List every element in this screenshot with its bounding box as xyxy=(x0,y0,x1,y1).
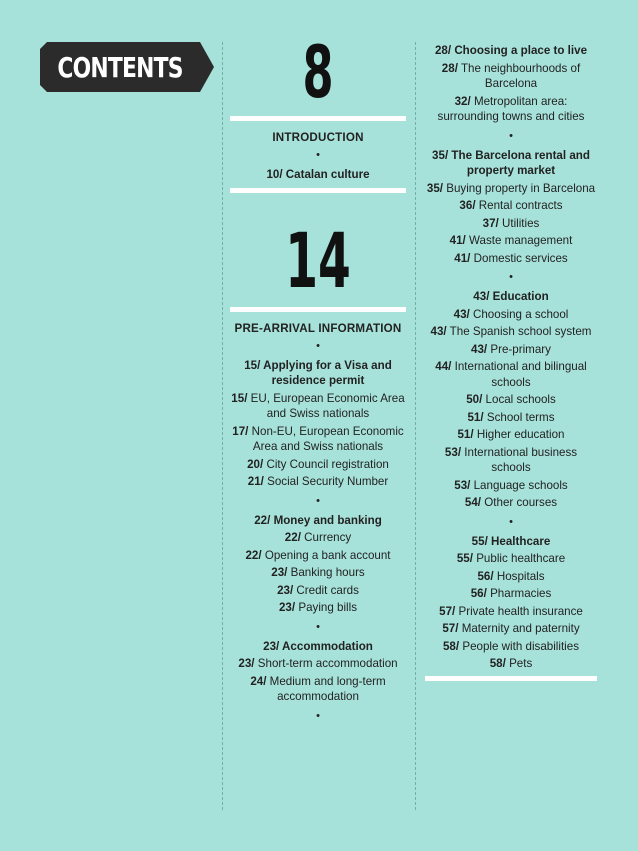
toc-entry-title: Non-EU, European Economic Area and Swiss nationals xyxy=(251,424,404,453)
toc-entry[interactable] xyxy=(230,530,406,546)
toc-section-entry[interactable] xyxy=(425,534,597,550)
toc-entry-title: Hospitals xyxy=(496,569,545,583)
toc-entry[interactable] xyxy=(425,639,597,655)
toc-entry-page: 17/ xyxy=(232,424,249,438)
toc-entry[interactable] xyxy=(230,457,406,473)
toc-entry-title: International business schools xyxy=(464,445,578,474)
contents-tag xyxy=(40,42,214,92)
toc-entry[interactable] xyxy=(425,181,597,197)
toc-entry-page: 15/ xyxy=(244,358,261,372)
toc-entry-title: International and bilingual schools xyxy=(454,360,587,389)
toc-entry[interactable] xyxy=(425,604,597,620)
toc-entry-title: Private health insurance xyxy=(458,604,583,618)
toc-entry[interactable] xyxy=(425,586,597,602)
toc-entry[interactable] xyxy=(230,474,406,490)
toc-entry-title: City Council registration xyxy=(266,457,389,471)
toc-entry[interactable] xyxy=(425,551,597,567)
toc-entry-title: Maternity and paternity xyxy=(461,622,580,635)
toc-entry-title: Choosing a place to live xyxy=(454,44,588,57)
bullet-separator: • xyxy=(316,148,320,161)
toc-entry-page: 57/ xyxy=(439,604,456,618)
toc-entry-page: 43/ xyxy=(471,342,488,356)
toc-entry-title: Language schools xyxy=(473,478,568,492)
toc-entry[interactable] xyxy=(425,445,597,476)
toc-entry-page: 55/ xyxy=(456,552,473,565)
column-divider-right xyxy=(415,42,416,810)
toc-entry[interactable] xyxy=(425,410,597,426)
toc-entry-page: 23/ xyxy=(271,566,288,579)
toc-entry-title: EU, European Economic Area and Swiss nationals xyxy=(250,391,405,420)
toc-entry-title: Healthcare xyxy=(491,534,551,548)
bullet-separator: • xyxy=(509,129,513,142)
toc-entry-title: Education xyxy=(492,290,549,303)
toc-column-middle xyxy=(230,30,406,726)
toc-list-pre-arrival xyxy=(230,358,406,726)
section-rule xyxy=(230,188,406,193)
toc-entry-page: 28/ xyxy=(434,44,452,57)
section-rule xyxy=(425,676,597,681)
toc-entry-page: 55/ xyxy=(471,534,488,548)
section-number-pre-arrival: 14 xyxy=(285,216,351,305)
toc-entry-title: Social Security Number xyxy=(267,475,389,488)
toc-entry[interactable] xyxy=(230,674,406,705)
toc-entry-page: 20/ xyxy=(247,457,264,471)
toc-entry-page: 41/ xyxy=(449,234,466,247)
toc-entry-title: Public healthcare xyxy=(476,552,566,565)
toc-entry[interactable] xyxy=(425,569,597,585)
toc-entry-page: 54/ xyxy=(464,496,482,509)
toc-entry-page: 23/ xyxy=(277,583,294,597)
toc-entry-title: Other courses xyxy=(484,496,558,509)
toc-entry-title: Pets xyxy=(509,657,533,670)
toc-entry-title: Metropolitan area: surrounding towns and cities xyxy=(437,94,585,123)
toc-entry[interactable] xyxy=(425,198,597,214)
toc-entry-page: 22/ xyxy=(254,513,271,527)
toc-entry-page: 57/ xyxy=(442,622,459,635)
toc-entry-page: 44/ xyxy=(435,360,452,373)
section-rule xyxy=(230,307,406,312)
toc-entry-title: The Spanish school system xyxy=(449,325,592,338)
toc-entry[interactable] xyxy=(425,216,597,232)
toc-entry-title: Higher education xyxy=(476,428,565,441)
section-heading-pre-arrival: PRE-ARRIVAL INFORMATION xyxy=(234,322,402,335)
section-rule xyxy=(230,116,406,121)
toc-entry-title: Opening a bank account xyxy=(264,548,391,562)
toc-entry-title: Waste management xyxy=(469,234,573,247)
toc-entry-title: Rental contracts xyxy=(478,199,563,212)
toc-entry-page: 22/ xyxy=(245,548,262,562)
toc-entry-title: Applying for a Visa and residence permit xyxy=(263,358,392,387)
toc-entry-page: 58/ xyxy=(489,657,506,670)
toc-entry[interactable] xyxy=(230,548,406,564)
toc-entry-page: 21/ xyxy=(247,475,264,488)
toc-entry[interactable] xyxy=(230,600,406,616)
toc-entry[interactable] xyxy=(425,324,597,340)
toc-entry-page: 51/ xyxy=(467,410,484,424)
toc-entry-title: Accommodation xyxy=(282,639,373,653)
toc-entry[interactable] xyxy=(230,583,406,599)
toc-entry[interactable] xyxy=(425,656,597,672)
toc-entry[interactable] xyxy=(425,94,597,125)
toc-entry[interactable] xyxy=(425,495,597,511)
section-heading-intro: INTRODUCTION xyxy=(272,131,364,144)
toc-entry-page: 37/ xyxy=(482,216,499,230)
toc-entry[interactable] xyxy=(425,251,597,267)
toc-entry-page: 43/ xyxy=(453,307,470,321)
toc-entry-page: 41/ xyxy=(454,251,471,265)
section-number-intro: 8 xyxy=(302,30,334,114)
toc-entry-page: 53/ xyxy=(444,445,462,459)
toc-section-entry[interactable] xyxy=(230,513,406,529)
bullet-separator: • xyxy=(316,494,320,507)
toc-entry[interactable] xyxy=(425,342,597,358)
toc-entry[interactable] xyxy=(425,359,597,390)
toc-entry-title: The Barcelona rental and property market xyxy=(451,148,590,177)
toc-entry-page: 22/ xyxy=(284,531,301,544)
toc-list-settling-in xyxy=(425,43,597,672)
bullet-separator: • xyxy=(316,620,320,633)
toc-entry-page: 36/ xyxy=(459,199,476,212)
toc-entry-page: 51/ xyxy=(457,428,474,441)
toc-entry-title: Buying property in Barcelona xyxy=(446,181,596,195)
toc-entry[interactable] xyxy=(230,424,406,455)
toc-section-entry[interactable] xyxy=(230,639,406,655)
toc-entry-page: 15/ xyxy=(231,391,248,405)
toc-entry-title: The neighbourhoods of Barcelona xyxy=(460,61,581,90)
contents-label: CONTENTS xyxy=(57,50,183,84)
toc-entry-page: 23/ xyxy=(263,639,280,653)
toc-entry[interactable] xyxy=(425,233,597,249)
toc-entry[interactable] xyxy=(425,427,597,443)
toc-entry-title: Domestic services xyxy=(473,251,568,265)
toc-entry-title: Catalan culture xyxy=(285,167,370,181)
toc-entry-page: 43/ xyxy=(473,290,490,303)
toc-entry-title: Choosing a school xyxy=(472,307,569,321)
toc-entry-page: 43/ xyxy=(430,325,447,338)
bullet-separator: • xyxy=(316,339,320,352)
toc-entry-title: Paying bills xyxy=(298,601,357,614)
toc-entry-page: 23/ xyxy=(278,601,296,614)
toc-entry-page: 35/ xyxy=(432,148,449,162)
toc-section-entry[interactable] xyxy=(425,148,597,179)
toc-entry[interactable] xyxy=(425,621,597,637)
toc-entry-title: Credit cards xyxy=(296,583,359,597)
bullet-separator: • xyxy=(316,709,320,722)
toc-entry-title: Utilities xyxy=(501,216,540,230)
toc-entry-title: Currency xyxy=(304,531,352,544)
toc-entry-title: Banking hours xyxy=(290,566,365,579)
toc-entry-page: 50/ xyxy=(466,393,483,406)
toc-entry[interactable] xyxy=(230,565,406,581)
bullet-separator: • xyxy=(509,515,513,528)
toc-section-entry[interactable] xyxy=(425,43,597,59)
toc-entry-title: Money and banking xyxy=(273,513,382,527)
toc-entry-title: Pre-primary xyxy=(490,342,551,356)
toc-entry-page: 23/ xyxy=(238,657,255,670)
toc-entry[interactable] xyxy=(425,61,597,92)
toc-entry-title: Short-term accommodation xyxy=(257,657,398,670)
toc-entry-title: Local schools xyxy=(485,393,556,406)
toc-entry-page: 56/ xyxy=(477,569,494,583)
toc-entry-page: 35/ xyxy=(426,181,443,195)
toc-entry-catalan-culture[interactable] xyxy=(230,167,406,183)
toc-entry-title: Pharmacies xyxy=(490,587,552,600)
toc-entry-page: 10/ xyxy=(266,167,283,181)
toc-entry-page: 24/ xyxy=(250,674,267,688)
toc-entry-title: Medium and long-term accommodation xyxy=(269,674,386,703)
toc-entry-title: School terms xyxy=(486,410,555,424)
toc-entry-page: 32/ xyxy=(454,94,471,108)
toc-entry[interactable] xyxy=(230,391,406,422)
toc-column-right xyxy=(425,41,597,681)
toc-entry[interactable] xyxy=(230,656,406,672)
toc-section-entry[interactable] xyxy=(425,289,597,305)
toc-entry-title: People with disabilities xyxy=(462,639,579,653)
toc-entry-page: 56/ xyxy=(470,587,487,600)
column-divider-left xyxy=(222,42,223,810)
toc-entry-page: 28/ xyxy=(441,61,458,75)
bullet-separator: • xyxy=(509,271,513,283)
toc-entry[interactable] xyxy=(425,307,597,323)
toc-entry-page: 53/ xyxy=(454,478,471,492)
toc-section-entry[interactable] xyxy=(230,358,406,389)
toc-entry-page: 58/ xyxy=(442,639,460,653)
toc-entry[interactable] xyxy=(425,392,597,408)
toc-entry[interactable] xyxy=(425,478,597,494)
